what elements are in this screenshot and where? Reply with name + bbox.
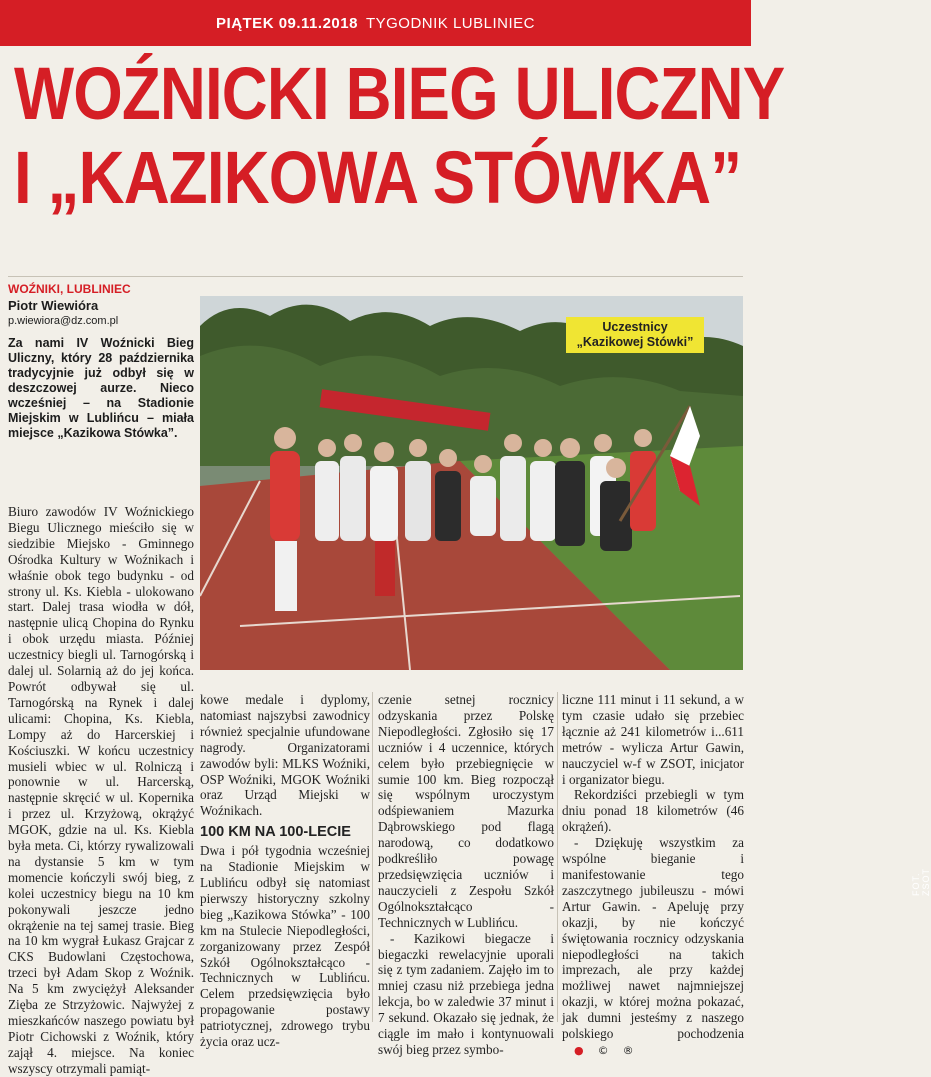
article-column-2 [200,692,370,1050]
article-lead: Za nami IV Woźnicki Bieg Uliczny, który 28 października tradycyjnie już odbył się w deszczowej aurze. Nieco wcześniej – na Stadionie Miejskim w Lublińcu – miała miejsce „Kazikowa Stówka”. [8,336,194,440]
copyright-icon: © [597,1043,609,1057]
column-divider [557,692,558,1022]
paragraph: liczne 111 minut i 11 sekund, a w tym czasie udało się przebiec łącznie aż 241 kilometrów i...611 metrów - wylicza Artur Gawin, nauczyciel w-f w ZSOT, inicjator i organizator biegu. [562,692,744,787]
end-dot-icon: ● [574,1043,584,1057]
paragraph: Rekordziści przebiegli w tym dniu ponad 18 kilometrów (46 okrążeń). [562,787,744,835]
byline-author: Piotr Wiewióra [8,298,99,313]
headline-line-2: I „KAZIKOWA STÓWKA” [14,136,742,219]
byline-location: WOŹNIKI, LUBLINIEC [8,282,131,296]
article-column-3 [378,692,554,1057]
article-headline [14,52,785,220]
headline-line-1: WOŹNICKI BIEG ULICZNY [14,52,785,135]
paragraph: kowe medale i dyplomy, natomiast najszybsi zawodnicy również specjalnie ufundowane nagrody. Organizatorami zawodów byli: MLKS Woźniki, OSP Woźniki, MGOK Woźniki oraz Urząd Miejski w Woźnikach. [200,692,370,819]
paragraph: czenie setnej rocznicy odzyskania przez Polskę Niepodległości. Zgłosiło się 17 uczniów i 4 uczennice, których celem było przebiegnięcie w sumie 100 km. Bieg rozpoczął się wspólnym uroczystym odśpiewaniem Mazurka Dąbrowskiego pod flagą narodową, co dodatkowo podkreśliło powagę przedsięwzięcia uczniów i nauczycieli z Zespołu Szkół Ogólnokształcąco - Technicznych w Lublińcu. [378,692,554,930]
byline-email: p.wiewiora@dz.com.pl [8,315,119,327]
photo-credit: FOT. ZSOT [911,868,931,896]
paragraph-wrapper [562,835,744,1059]
byline [8,282,198,327]
photo-caption-tag [566,317,704,353]
issue-date: PIĄTEK 09.11.2018 [216,14,358,32]
publication-name: TYGODNIK LUBLINIEC [365,14,535,32]
end-of-article-marks [562,1043,634,1059]
registered-icon: ® [622,1043,634,1057]
section-subhead: 100 KM NA 100-LECIE [200,824,351,841]
paragraph: Dwa i pół tygodnia wcześniej na Stadionie Miejskim w Lublińcu odbył się natomiast pierwszy historyczny szkolny bieg „Kazikowa Stówka” - 100 km na Stulecie Niepodległości, zorganizowany przez Zespół Szkół Ogólnokształcąco - Technicznych w Lublińcu. Celem przedsięwzięcia było propagowanie postawy patriotycznej, zdrowego trybu życia oraz ucz- [200,843,370,1050]
article-column-1 [8,504,194,1076]
page-header-bar [0,0,751,46]
divider [8,276,743,277]
caption-line-2: „Kazikowej Stówki” [576,335,694,349]
paragraph: - Kazikowi biegacze i biegaczki rewelacyjnie uporali się z tym zadaniem. Zajęło im to mniej czasu niż przebiega jedna lekcja, bo w zaledwie 37 minut i 7 sekund. Okazało się jednak, że ciągle im mało i kontynuowali swój bieg przez symbo- [378,930,554,1057]
caption-line-1: Uczestnicy [602,320,668,334]
paragraph: - Dziękuję wszystkim za wspólne bieganie i manifestowanie tego zaszczytnego jubileuszu - mówi Artur Gawin. - Apeluję przy okazji, by nie kończyć świętowania rocznicy odzyskania niepodległości na takich imprezach, ale przy każdej możliwej nawet najmniejszej okazji, w której można pokazać, jak dumni jesteśmy z naszego polskiego pochodzenia [562,835,744,1042]
column-divider [372,692,373,1022]
paragraph: Biuro zawodów IV Woźnickiego Biegu Ulicznego mieściło się w siedzibie Miejsko - Gminnego Ośrodka Kultury w Woźnikach i właśnie obok tego budynku - od strony ul. Ks. Kiebla - ulokowano start. Dalej trasa wiodła w dół, następnie ulicą Chopina do Rynku i obok urzędu miasta. Później uczestnicy biegli ul. Tarnogórską i dalej ul. Solarnią aż do jej końca. Powrót odbywał się ul. Tarnogórską na Rynek i dalej ulicami: Chopina, Ks. Kiebla, Lompy aż do Harcerskiej i Kościuszki. W końcu uczestnicy musieli wbiec w ul. Rolniczą i ponownie w ul. Harcerską, następnie skręcić w ul. Kopernika i przez ul. Krzyżową, okrążyć MGOK, gdzie na ul. Ks. Kiebla była meta. Ci, którzy rywalizowali na dystansie 5 km w tym momencie kończyli swój bieg, z kolei uczestnicy biegu na 10 km pokonywali jeszcze jedno okrążenie na tej samej trasie. Bieg na 10 km wygrał Łukasz Grajcar z CKS Budowlani Częstochowa, trzeci był Adam Skop z Woźnik. Na 5 km zwyciężył Aleksander Zięba ze Strzyżowic. Najwyżej z mieszkańców naszego powiatu był Piotr Cichowski z Woźnik, który zajął 4. miejsce. Na koniec wszyscy otrzymali pamiąt- [8,504,194,1076]
article-column-4 [562,692,744,1057]
